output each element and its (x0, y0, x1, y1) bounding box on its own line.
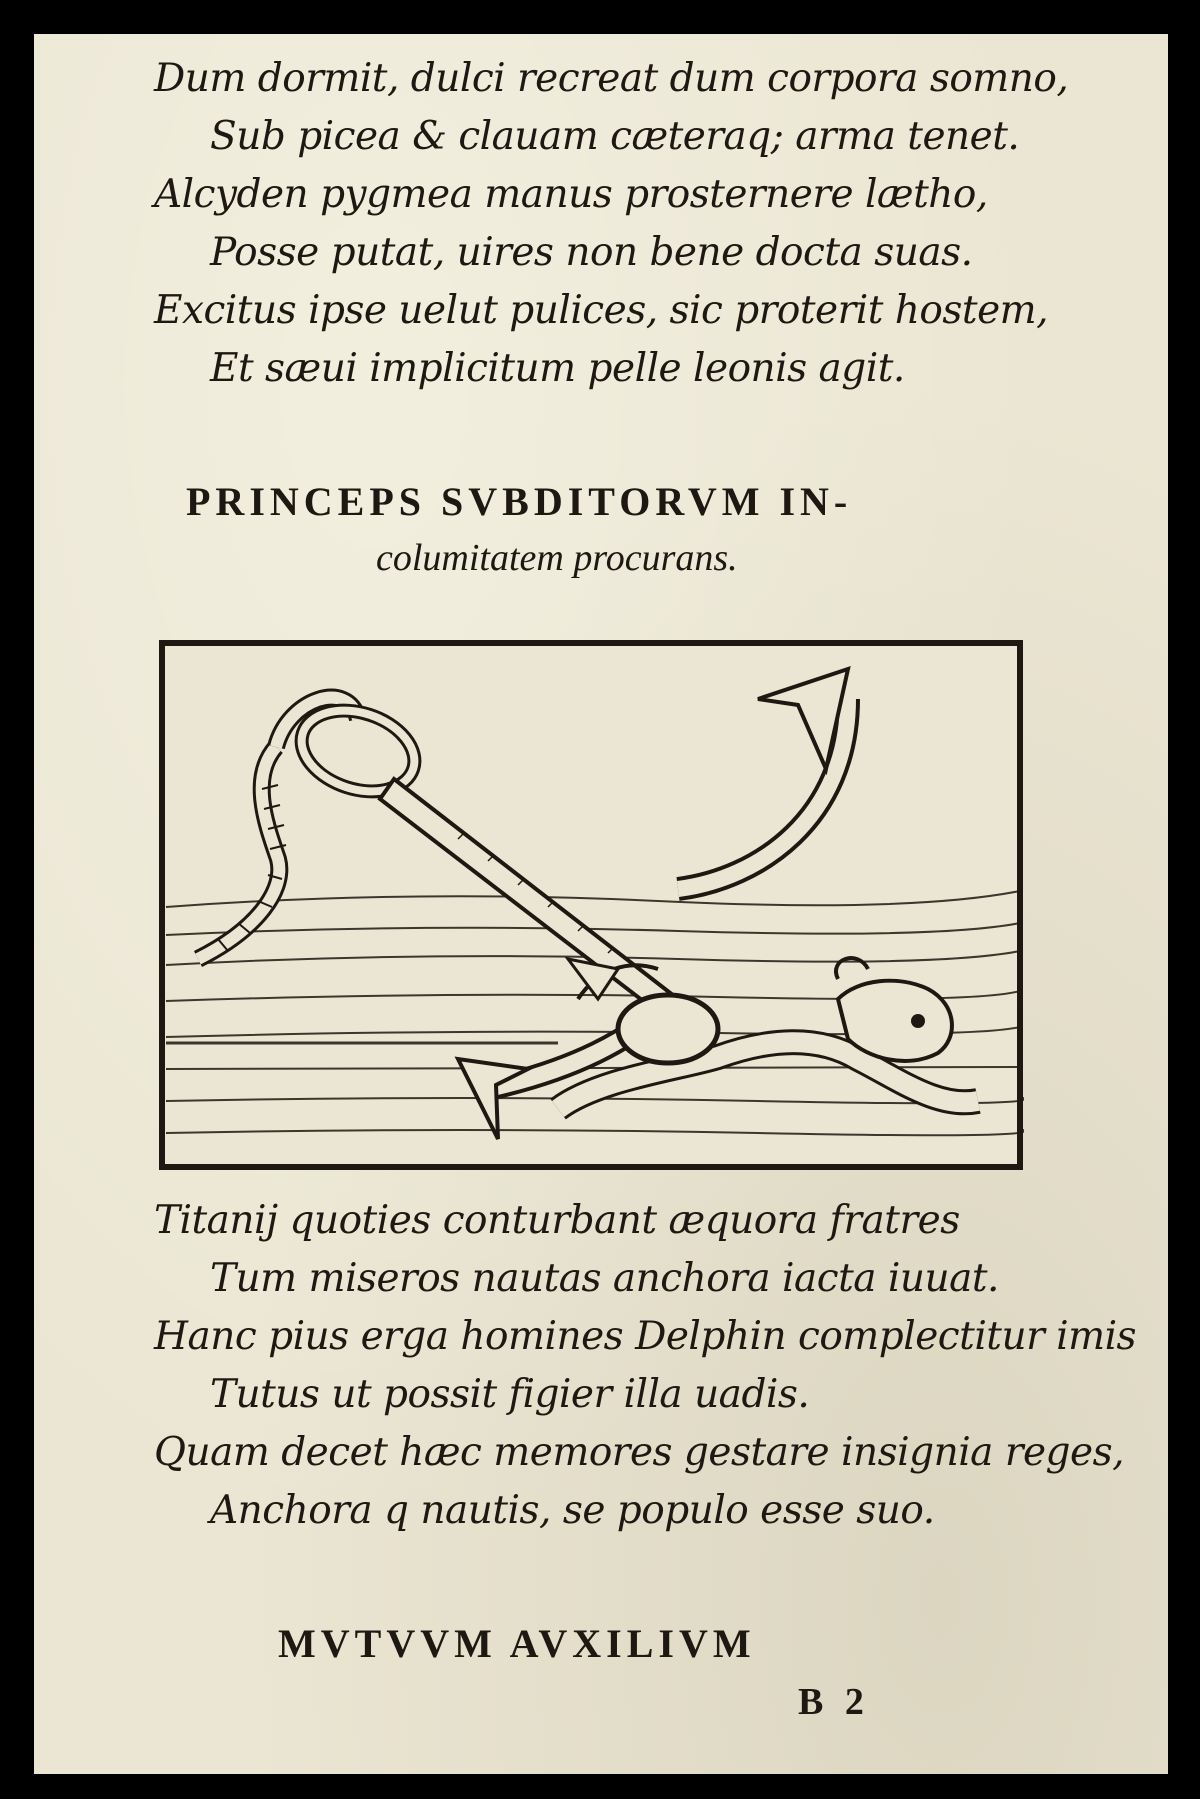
book-page (34, 34, 1168, 1774)
verse-line: Quam decet hæc memores gestare insignia reges, (154, 1430, 1124, 1475)
verse-line: Dum dormit, dulci recreat dum corpora somno, (154, 56, 1069, 101)
emblem-subtitle: columitatem procurans. (376, 537, 738, 579)
signature-mark: B 2 (798, 1681, 870, 1723)
verse-line: Alcyden pygmea manus prosternere læthο, (154, 172, 988, 217)
emblem-title: PRINCEPS SVBDITORVM IN- (186, 479, 853, 524)
verse-line: Posse putat, uires non bene docta suas. (210, 230, 973, 275)
verse-line: Excitus ipse uelut pulices, sic proterit hostem, (154, 288, 1049, 333)
verse-line: Tum miseros nautas anchora iacta iuuat. (210, 1256, 999, 1301)
verse-line: Hanc pius erga homines Delphin complectitur imis (154, 1314, 1137, 1359)
anchor-dolphin-woodcut (158, 639, 1024, 1171)
verse-line: Anchora q nautis, se populo esse suo. (210, 1488, 935, 1533)
verse-line: Sub picea & clauam cæteraq; arma tenet. (210, 114, 1020, 159)
verse-line: Titanij quoties conturbant æquora fratres (154, 1198, 960, 1243)
verse-line: Tutus ut possit figier illa uadis. (210, 1372, 810, 1417)
verse-line: Et sæui implicitum pelle leonis agit. (210, 346, 905, 391)
next-emblem-heading: MVTVVM AVXILIVM (278, 1621, 756, 1666)
